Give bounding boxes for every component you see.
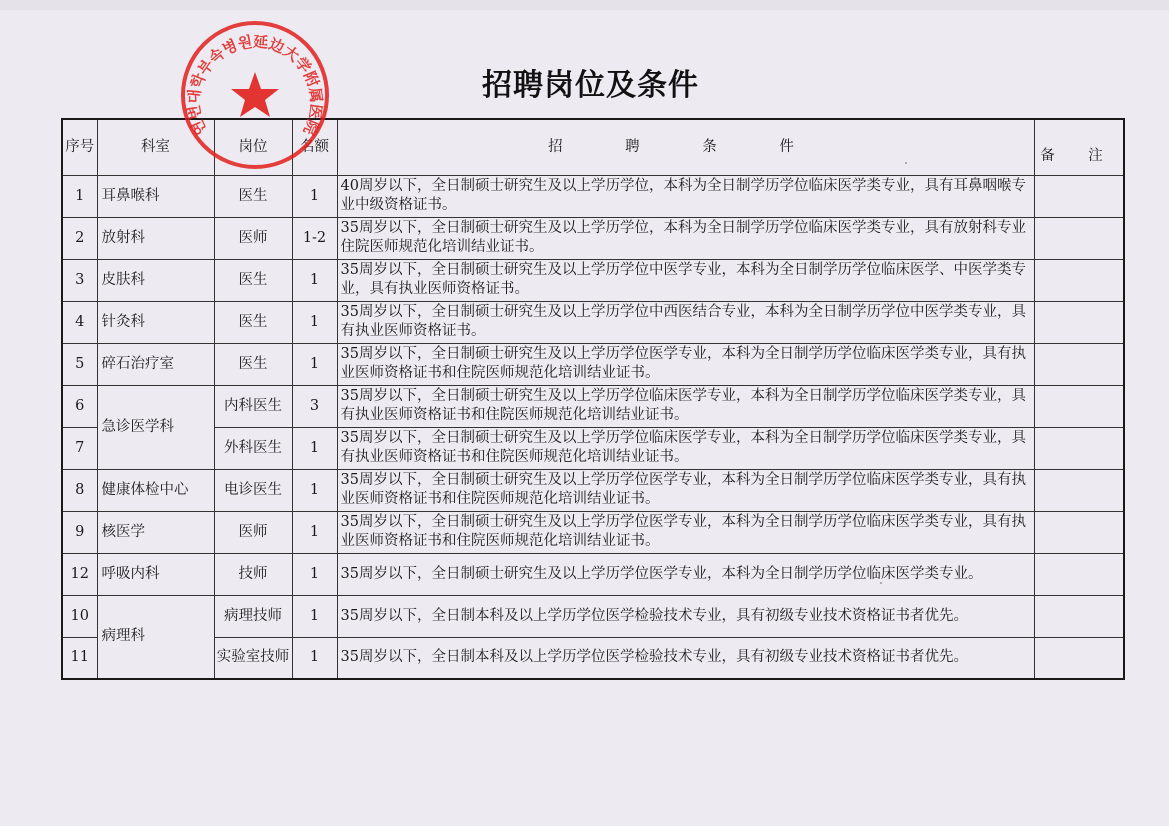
row-dept: 呼吸内科: [97, 553, 214, 595]
header-dept: 科室: [97, 119, 214, 175]
row-quota: 1: [292, 595, 337, 637]
row-seq: 12: [62, 553, 97, 595]
row-remark: [1034, 637, 1124, 679]
row-post: 医生: [214, 343, 292, 385]
row-quota: 1: [292, 511, 337, 553]
row-post: 医生: [214, 259, 292, 301]
paper-edge: [0, 0, 1169, 10]
row-post: 医师: [214, 511, 292, 553]
row-quota: 1: [292, 637, 337, 679]
speck: [880, 582, 882, 584]
svg-text:연변대학부속병원延边大学附属医院: 연변대학부속병원延边大学附属医院: [184, 32, 326, 138]
row-post: 电诊医生: [214, 469, 292, 511]
row-dept: 放射科: [97, 217, 214, 259]
row-seq: 5: [62, 343, 97, 385]
header-conditions: 招 聘 条 件: [337, 119, 1034, 175]
table-row: [62, 427, 1124, 469]
row-quota: 1: [292, 427, 337, 469]
row-seq: 8: [62, 469, 97, 511]
speck: [905, 162, 907, 164]
table-row: [62, 595, 1124, 637]
row-quota: 1: [292, 469, 337, 511]
row-conditions: 35周岁以下，全日制硕士研究生及以上学历学位临床医学专业，本科为全日制学历学位临床医学类专业，具有执业医师资格证书和住院医师规范化培训结业证书。: [337, 385, 1034, 427]
row-seq: 11: [62, 637, 97, 679]
row-quota: 1: [292, 259, 337, 301]
table-row: [62, 469, 1124, 511]
row-conditions: 40周岁以下，全日制硕士研究生及以上学历学位，本科为全日制学历学位临床医学类专业，具有耳鼻咽喉专业中级资格证书。: [337, 175, 1034, 217]
row-remark: [1034, 259, 1124, 301]
row-dept: 健康体检中心: [97, 469, 214, 511]
row-quota: 1: [292, 301, 337, 343]
row-conditions: 35周岁以下，全日制硕士研究生及以上学历学位医学专业，本科为全日制学历学位临床医学类专业，具有执业医师资格证书和住院医师规范化培训结业证书。: [337, 511, 1034, 553]
row-conditions: 35周岁以下，全日制硕士研究生及以上学历学位中医学专业，本科为全日制学历学位临床医学、中医学类专业，具有执业医师资格证书。: [337, 259, 1034, 301]
row-remark: [1034, 343, 1124, 385]
row-post: 医师: [214, 217, 292, 259]
row-remark: [1034, 553, 1124, 595]
row-seq: 10: [62, 595, 97, 637]
row-remark: [1034, 427, 1124, 469]
row-seq: 9: [62, 511, 97, 553]
row-remark: [1034, 385, 1124, 427]
row-conditions: 35周岁以下，全日制硕士研究生及以上学历学位中西医结合专业，本科为全日制学历学位中医学类专业，具有执业医师资格证书。: [337, 301, 1034, 343]
row-dept: 耳鼻喉科: [97, 175, 214, 217]
header-seq: 序号: [62, 119, 97, 175]
row-post: 内科医生: [214, 385, 292, 427]
table-row: [62, 385, 1124, 427]
page-title: 招聘岗位及条件: [482, 68, 699, 103]
table-row: [62, 175, 1124, 217]
header-remark: 备 注: [1034, 119, 1124, 175]
table-row: [62, 553, 1124, 595]
row-seq: 2: [62, 217, 97, 259]
row-conditions: 35周岁以下，全日制硕士研究生及以上学历学位医学专业，本科为全日制学历学位临床医学类专业。: [337, 553, 1034, 595]
row-seq: 3: [62, 259, 97, 301]
row-remark: [1034, 469, 1124, 511]
row-post: 实验室技师: [214, 637, 292, 679]
row-remark: [1034, 217, 1124, 259]
row-quota: 1: [292, 553, 337, 595]
row-post: 病理技师: [214, 595, 292, 637]
table-header-row: [62, 119, 1124, 175]
row-post: 医生: [214, 175, 292, 217]
header-post: 岗位: [214, 119, 292, 175]
recruitment-table: [61, 118, 1125, 680]
row-seq: 7: [62, 427, 97, 469]
row-remark: [1034, 511, 1124, 553]
row-quota: 1: [292, 343, 337, 385]
row-conditions: 35周岁以下，全日制硕士研究生及以上学历学位，本科为全日制学历学位临床医学类专业，具有放射科专业住院医师规范化培训结业证书。: [337, 217, 1034, 259]
table-row: [62, 637, 1124, 679]
header-quota: 名额: [292, 119, 337, 175]
row-conditions: 35周岁以下，全日制硕士研究生及以上学历学位医学专业，本科为全日制学历学位临床医学类专业，具有执业医师资格证书和住院医师规范化培训结业证书。: [337, 469, 1034, 511]
row-seq: 4: [62, 301, 97, 343]
row-quota: 1: [292, 175, 337, 217]
row-remark: [1034, 301, 1124, 343]
row-dept: 病理科: [97, 595, 214, 679]
row-seq: 1: [62, 175, 97, 217]
row-remark: [1034, 175, 1124, 217]
row-conditions: 35周岁以下，全日制本科及以上学历学位医学检验技术专业，具有初级专业技术资格证书者优先。: [337, 637, 1034, 679]
row-post: 技师: [214, 553, 292, 595]
row-dept: 皮肤科: [97, 259, 214, 301]
row-seq: 6: [62, 385, 97, 427]
row-conditions: 35周岁以下，全日制硕士研究生及以上学历学位临床医学专业，本科为全日制学历学位临床医学类专业，具有执业医师资格证书和住院医师规范化培训结业证书。: [337, 427, 1034, 469]
row-dept: 急诊医学科: [97, 385, 214, 469]
row-remark: [1034, 595, 1124, 637]
table-row: [62, 511, 1124, 553]
row-conditions: 35周岁以下，全日制本科及以上学历学位医学检验技术专业，具有初级专业技术资格证书者优先。: [337, 595, 1034, 637]
row-quota: 1-2: [292, 217, 337, 259]
row-dept: 针灸科: [97, 301, 214, 343]
table-row: [62, 217, 1124, 259]
table-row: [62, 343, 1124, 385]
row-dept: 碎石治疗室: [97, 343, 214, 385]
row-post: 医生: [214, 301, 292, 343]
row-dept: 核医学: [97, 511, 214, 553]
row-conditions: 35周岁以下，全日制硕士研究生及以上学历学位医学专业，本科为全日制学历学位临床医学类专业，具有执业医师资格证书和住院医师规范化培训结业证书。: [337, 343, 1034, 385]
row-post: 外科医生: [214, 427, 292, 469]
table-row: [62, 301, 1124, 343]
row-quota: 3: [292, 385, 337, 427]
table-row: [62, 259, 1124, 301]
